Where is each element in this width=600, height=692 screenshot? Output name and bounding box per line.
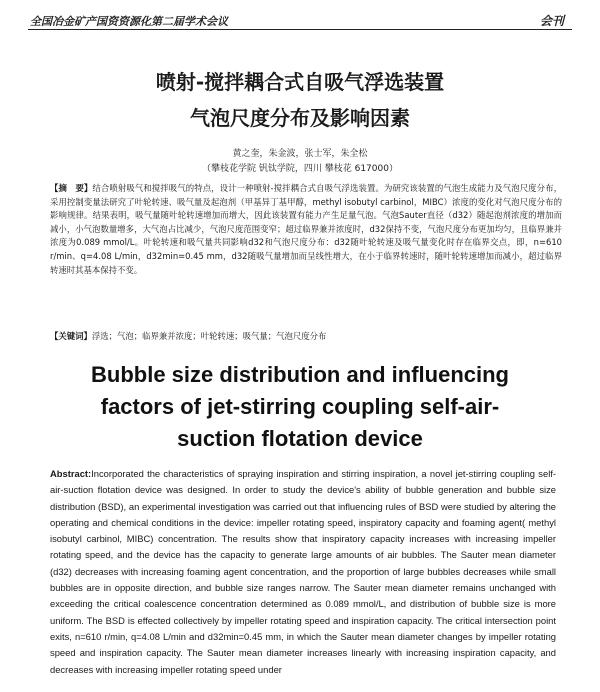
- header-divider: [28, 29, 572, 30]
- chinese-authors: 黄之奎，朱金波，张士军，朱全松: [232, 149, 368, 159]
- chinese-title-line-1: 喷射-搅拌耦合式自吸气浮选装置: [155, 70, 445, 94]
- running-header-right: 会刊: [539, 14, 564, 28]
- chinese-abstract-text: 结合喷射吸气和搅拌吸气的特点，设计一种喷射-搅拌耦合式自吸气浮选装置。为研究该装置的气泡生成能力及气泡尺度分布，采用控制变量法研究了叶轮转速、吸气量及起泡剂（甲基异丁基甲醇，methyl isobutyl carbinol，MIBC）浓度的变化对气泡尺度分布的影响规律。结果表明，吸气量随叶轮转速增加而增大，因此该装置有能力产生足量气泡。气泡Sauter直径（d32）随起泡剂浓度的增加而减小，小气泡数量增多，大气泡占比减少，气泡尺度范围变窄；超过临界兼并浓度时，d32保持不变，气泡尺度分布更加均匀，且临界兼并浓度为0.089 mmol/L。叶轮转速和吸气量共同影响d32和气泡尺度分布：d32随叶轮转速及吸气量变化时存在临界交点，即，n=610 r/min、q=4.08 L/min，d32min=0.45 mm，d32随吸气量增加而呈线性增大，在小于临界转速时，随叶轮转速增加而减小，超过临界转速时其基本保持不变。: [50, 183, 562, 275]
- english-title-line-1: Bubble size distribution and influencing: [91, 362, 509, 387]
- chinese-keywords-label: 【关键词】: [50, 331, 92, 341]
- chinese-abstract: [50, 182, 562, 277]
- chinese-abstract-label: 【摘 要】: [50, 183, 93, 193]
- chinese-keywords: [50, 330, 562, 344]
- english-title-line-2: factors of jet-stirring coupling self-air-: [100, 394, 500, 419]
- english-abstract-label: Abstract:: [50, 468, 92, 479]
- chinese-affiliation: （攀枝花学院 钒钛学院，四川 攀枝花 617000）: [202, 164, 398, 174]
- english-title-line-3: suction flotation device: [177, 426, 423, 451]
- running-header-left: 全国冶金矿产国资资源化第二届学术会议: [30, 15, 228, 28]
- chinese-title-line-2: 气泡尺度分布及影响因素: [190, 106, 410, 130]
- chinese-keywords-text: 浮选；气泡；临界兼并浓度；叶轮转速；吸气量；气泡尺度分布: [91, 331, 327, 341]
- english-abstract-text: Incorporated the characteristics of spraying inspiration and stirring inspiration, a novel jet-stirring coupling self-air-suction flotation device was designed. In order to study the device's ability of bubble generation and bubble size distribution (BSD), an experimental investigation was carried out that influencing rules of BSD were studied by altering the operating and chemical conditions in the device: impeller rotating speed, inspiratory capacity and foaming agent( methyl isobutyl carbinol, MIBC) concentration. The results show that inspiratory capacity increases with increasing impeller rotating speed, and the device has the capacity to generate large amounts of air bubbles. The Sauter mean diameter (d32) decreases with increasing foaming agent concentration, and the proportion of large bubbles decreases while small bubbles are in opposite direction, and bubble size ranges narrow. The Sauter mean diameter remains unchanged with exceeding the critical coalescence concentration determined as 0.089 mmol/L, and distribution of bubble size is more uniform. The BSD is effected collectively by impeller rotating speed and inspiration capacity. The critical intersection point exits, n=610 r/min, q=4.08 L/min and d32min=0.45 mm, in which the Sauter mean diameter changes by impeller rotating speed and inspiration capacity. The Sauter mean diameter increases linearly with increasing inspiration capacity, and decreases with increasing impeller rotating speed under: [50, 468, 556, 675]
- english-abstract: [50, 466, 556, 678]
